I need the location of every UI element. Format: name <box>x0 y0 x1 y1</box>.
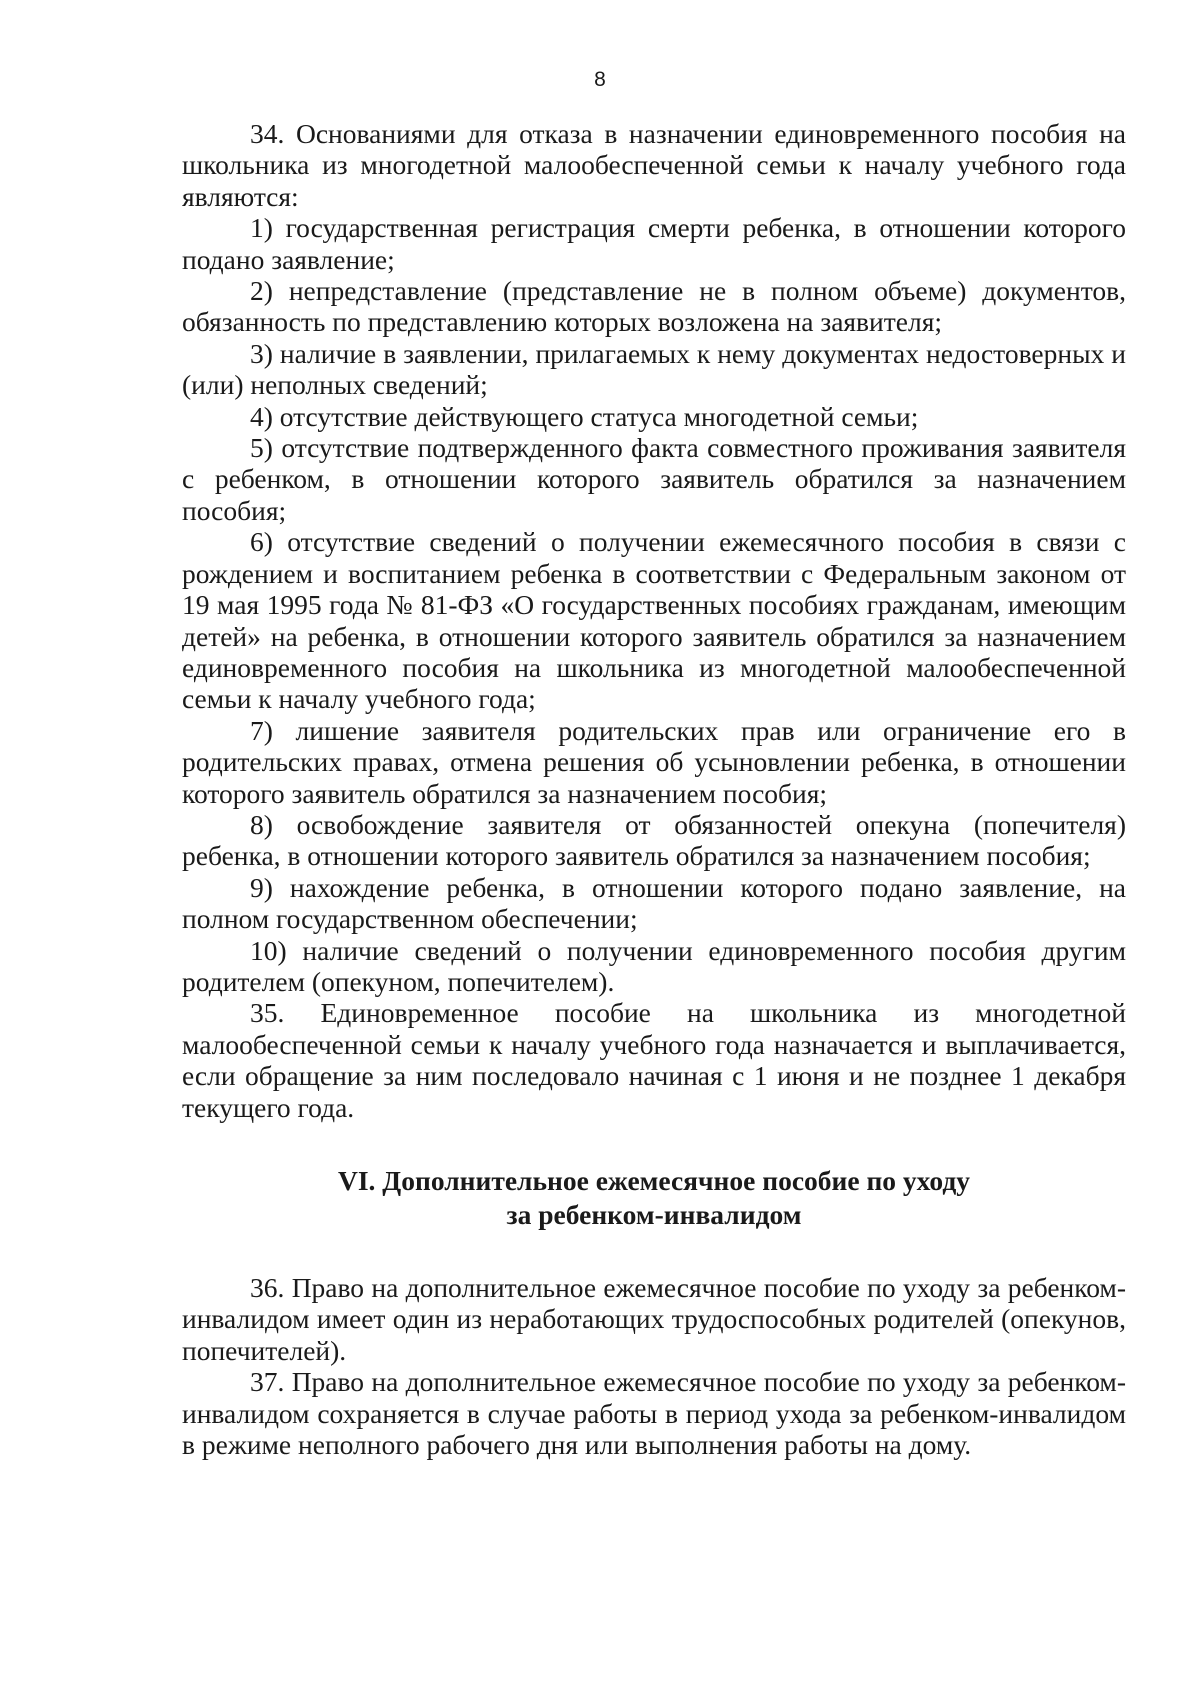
document-body <box>182 118 1126 1460</box>
spacer <box>182 1232 1126 1272</box>
list-item-9: 9) нахождение ребенка, в отношении которого подано заявление, на полном государственном обеспечении; <box>182 871 1126 935</box>
spacer <box>182 1123 1126 1164</box>
section-heading <box>182 1164 1126 1232</box>
paragraph-36: 36. Право на дополнительное ежемесячное пособие по уходу за ребенком-инвалидом имеет один из неработающих трудоспособных родителей (опекунов, попечителей). <box>182 1272 1126 1366</box>
list-item-10: 10) наличие сведений о получении единовременного пособия другим родителем (опекуном, попечителем). <box>182 934 1126 997</box>
page-number: 8 <box>594 68 606 91</box>
paragraph-34: 34. Основаниями для отказа в назначении единовременного пособия на школьника из многодетной малообеспеченной семьи к началу учебного года являются: <box>182 118 1126 212</box>
list-item-8: 8) освобождение заявителя от обязанностей опекуна (попечителя) ребенка, в отношении которого заявитель обратился за назначением пособия; <box>182 808 1126 872</box>
list-item-1: 1) государственная регистрация смерти ребенка, в отношении которого подано заявление; <box>182 212 1126 275</box>
list-item-4: 4) отсутствие действующего статуса многодетной семьи; <box>250 400 919 432</box>
list-item-3: 3) наличие в заявлении, прилагаемых к нему документах недостоверных и (или) неполных сведений; <box>182 337 1126 401</box>
list-item-5: 5) отсутствие подтвержденного факта совместного проживания заявителя с ребенком, в отношении которого заявитель обратился за назначением пособия; <box>182 432 1126 526</box>
section-heading-line-2: за ребенком-инвалидом <box>506 1199 802 1230</box>
section-heading-line-1: VI. Дополнительное ежемесячное пособие по уходу <box>338 1165 970 1196</box>
list-item-6: 6) отсутствие сведений о получении ежемесячного пособия в связи с рождением и воспитанием ребенка в соответствии с Федеральным законом от 19 мая 1995 года № 81-ФЗ «О государственных пособиях гражданам, имеющим детей» на ребенка, в отношении которого заявитель обратился за назначением единовременного пособия на школьника из многодетной малообеспеченной семьи к началу учебного года; <box>182 526 1126 715</box>
paragraph-37: 37. Право на дополнительное ежемесячное пособие по уходу за ребенком-инвалидом сохраняется в случае работы в период ухода за ребенком-инвалидом в режиме неполного рабочего дня или выполнения работы на дому. <box>182 1366 1126 1461</box>
list-item-2: 2) непредставление (представление не в полном объеме) документов, обязанность по представлению которых возложена на заявителя; <box>182 275 1126 338</box>
paragraph-35: 35. Единовременное пособие на школьника из многодетной малообеспеченной семьи к началу учебного года назначается и выплачивается, если обращение за ним последовало начиная с 1 июня и не позднее 1 декабря текущего года. <box>182 997 1126 1123</box>
list-item-7: 7) лишение заявителя родительских прав или ограничение его в родительских правах, отмена решения об усыновлении ребенка, в отношении которого заявитель обратился за назначением пособия; <box>182 714 1126 809</box>
